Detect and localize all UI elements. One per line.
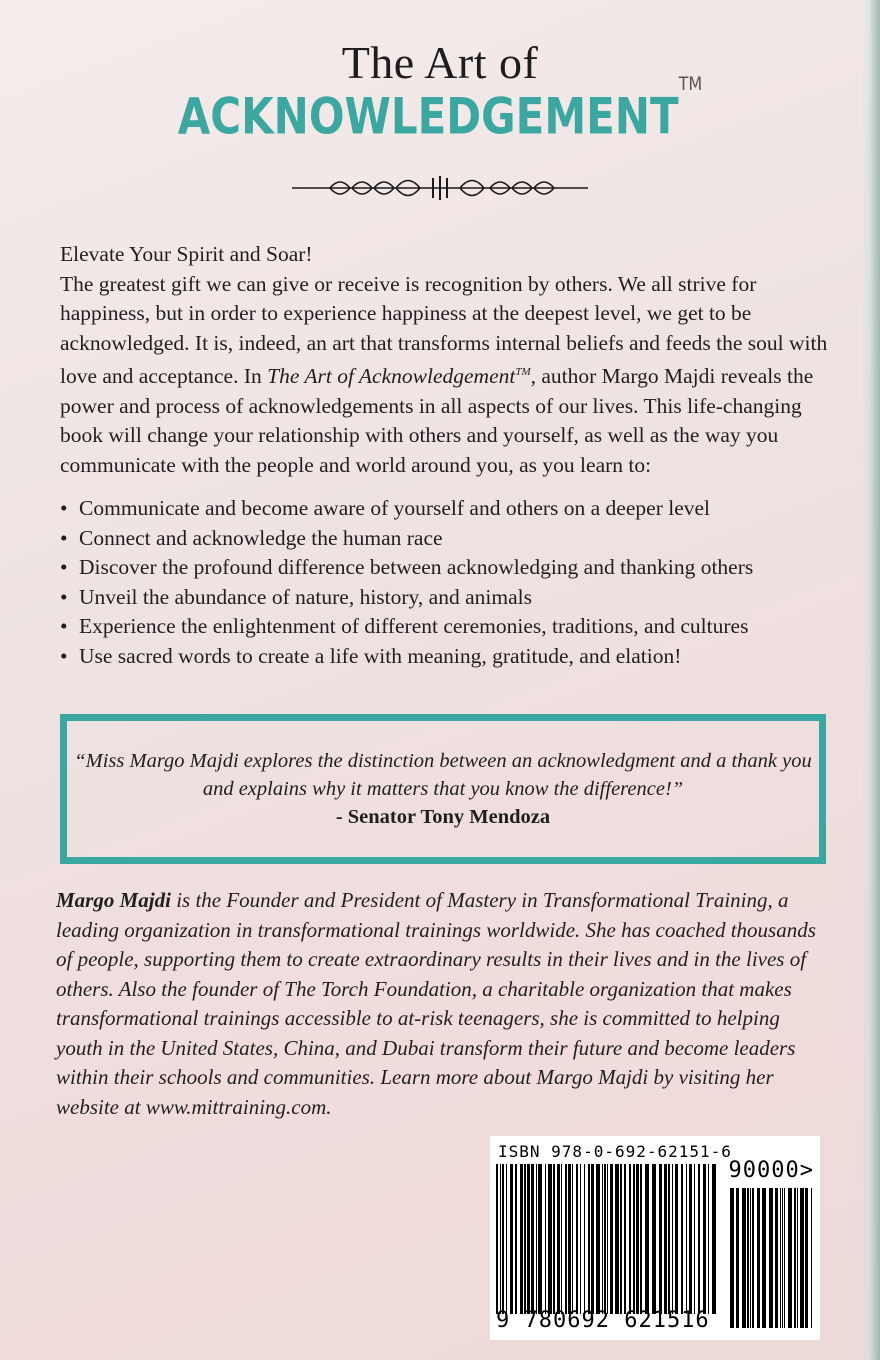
barcode-bar [576,1164,578,1314]
barcode-bar [584,1164,585,1314]
author-bio-text: is the Founder and President of Mastery in Transformational Training, a leading organization in transformational trainings worldwide. She has coached thousands of people, supporting them to create extraordinary results in their lives and in the lives of others. Also the founder of The Torch Foundation, a charitable organization that makes transformational trainings accessible to at-risk teenagers, she is committed to helping youth in the United States, China, and Dubai transform their future and become leaders within their schools and communities. Learn more about Margo Majdi by visiting her website at www.mittraining.com. [56,888,816,1119]
barcode-bar [742,1188,746,1328]
barcode-bar [668,1164,670,1314]
endorsement-attribution: - Senator Tony Mendoza [335,806,551,828]
barcode-bar [633,1164,635,1314]
addon-barcode-bars [730,1188,814,1328]
barcode-bar [629,1164,631,1314]
barcode-bar [712,1164,716,1314]
barcode-bar [572,1164,573,1314]
benefit-item: • Communicate and become aware of yourself and others on a deeper level [60,494,830,524]
barcode-bar [675,1164,678,1314]
barcode-bar [500,1164,501,1314]
barcode-bar [800,1188,804,1328]
barcode-bar [686,1164,687,1314]
barcode-bar [515,1164,517,1314]
barcode-bar [782,1188,783,1328]
barcode-bar [736,1188,739,1328]
endorsement-box [60,714,826,864]
barcode-bar [520,1164,523,1314]
barcode-bar [703,1164,706,1314]
barcode-bar [602,1164,603,1314]
book-title-tm: TM [515,366,531,378]
description-paragraph [60,270,830,481]
barcode-bar [580,1164,581,1314]
description-part-1: The greatest gift we can give or receive is recognition by others. We all strive for happiness, but in order to experience happiness at the deepest level, we get to be acknowledged. It is, indeed, an art that transforms internal beliefs and feeds the soul with love and acceptance. In [60,271,828,389]
barcode-bar [640,1164,642,1314]
barcode-bar [506,1164,507,1314]
barcode-bar [636,1164,639,1314]
isbn-barcode [490,1136,820,1340]
price-code: 90000> [728,1158,814,1183]
title-line-1: The Art of [341,37,539,88]
barcode-bar [565,1164,567,1314]
barcode-digits: 9 780692 621516 [496,1308,710,1333]
benefit-item: • Discover the profound difference between acknowledging and thanking others [60,553,830,583]
barcode-bar [689,1164,692,1314]
barcode-bar [561,1164,562,1314]
barcode-bar [769,1188,773,1328]
barcode-bar [797,1188,798,1328]
barcode-bar [531,1164,534,1314]
barcode-bar [681,1164,683,1314]
benefit-item: • Connect and acknowledge the human race [60,524,830,554]
barcode-bar [708,1164,709,1314]
tagline: Elevate Your Spirit and Soar! [60,242,313,266]
barcode-bar [757,1188,760,1328]
barcode-bar [496,1164,498,1314]
barcode-bar [524,1164,526,1314]
barcode-bar [659,1164,662,1314]
barcode-bar [752,1188,754,1328]
barcode-bar [780,1188,781,1328]
benefit-item: • Experience the enlightenment of different ceremonies, traditions, and cultures [60,612,830,642]
benefit-list [60,494,830,671]
barcode-bar [604,1164,606,1314]
barcode-bar [557,1164,560,1314]
barcode-bar [784,1188,785,1328]
benefit-item: • Unveil the abundance of nature, history, and animals [60,583,830,613]
barcode-bar [568,1164,571,1314]
title-word: ACKNOWLEDGEMENT [177,87,679,146]
barcode-bar [610,1164,613,1314]
barcode-bar [805,1188,808,1328]
barcode-bar [788,1188,792,1328]
barcode-bar [502,1164,504,1314]
barcode-bar [545,1164,546,1314]
author-bio [56,886,830,1122]
barcode-bar [747,1188,749,1328]
barcode-bar [730,1188,734,1328]
barcode-bar [536,1164,537,1314]
book-title-italic: The Art of Acknowledgement [267,364,516,389]
endorsement [67,747,819,831]
barcode-bar [652,1164,656,1314]
barcode-bar [794,1188,796,1328]
barcode-bar [750,1188,751,1328]
barcode-bar [548,1164,552,1314]
endorsement-quote: “Miss Margo Majdi explores the distinction between an acknowledgment and a thank you and explains why it matters that you know the difference!” [74,750,812,800]
barcode-bar [510,1164,513,1314]
barcode-bar [620,1164,622,1314]
barcode-bar [624,1164,626,1314]
barcode-bar [588,1164,590,1314]
barcode-bar [811,1188,812,1328]
barcode-bar [553,1164,555,1314]
title-line-2 [0,72,880,146]
isbn-label: ISBN 978-0-692-62151-6 [498,1142,732,1161]
author-name: Margo Majdi [56,888,171,912]
trademark-mark: TM [678,72,703,95]
barcode-bar [596,1164,600,1314]
barcode-bar [645,1164,649,1314]
barcode-bar [591,1164,594,1314]
barcode-bar [775,1188,778,1328]
barcode-bar [694,1164,695,1314]
barcode-bar [672,1164,673,1314]
barcode-bar [615,1164,619,1314]
spine-edge [862,0,880,1360]
barcode-bar [607,1164,608,1314]
barcode-bar [698,1164,700,1314]
barcode-bar [527,1164,530,1314]
description [60,240,830,671]
barcode-bar [762,1188,766,1328]
description-part-2: , author Margo Majdi reveals the power and process of acknowledgements in all aspects of our lives. This life-changing book will change your relationship with others and yourself, as well as the way you communicate with the people and world around you, as you learn to: [60,364,814,477]
barcode-bars [496,1164,716,1314]
benefit-item: • Use sacred words to create a life with meaning, gratitude, and elation! [60,642,830,672]
barcode-bar [538,1164,542,1314]
leaf-ornament-icon [290,168,590,208]
barcode-bar [664,1164,667,1314]
